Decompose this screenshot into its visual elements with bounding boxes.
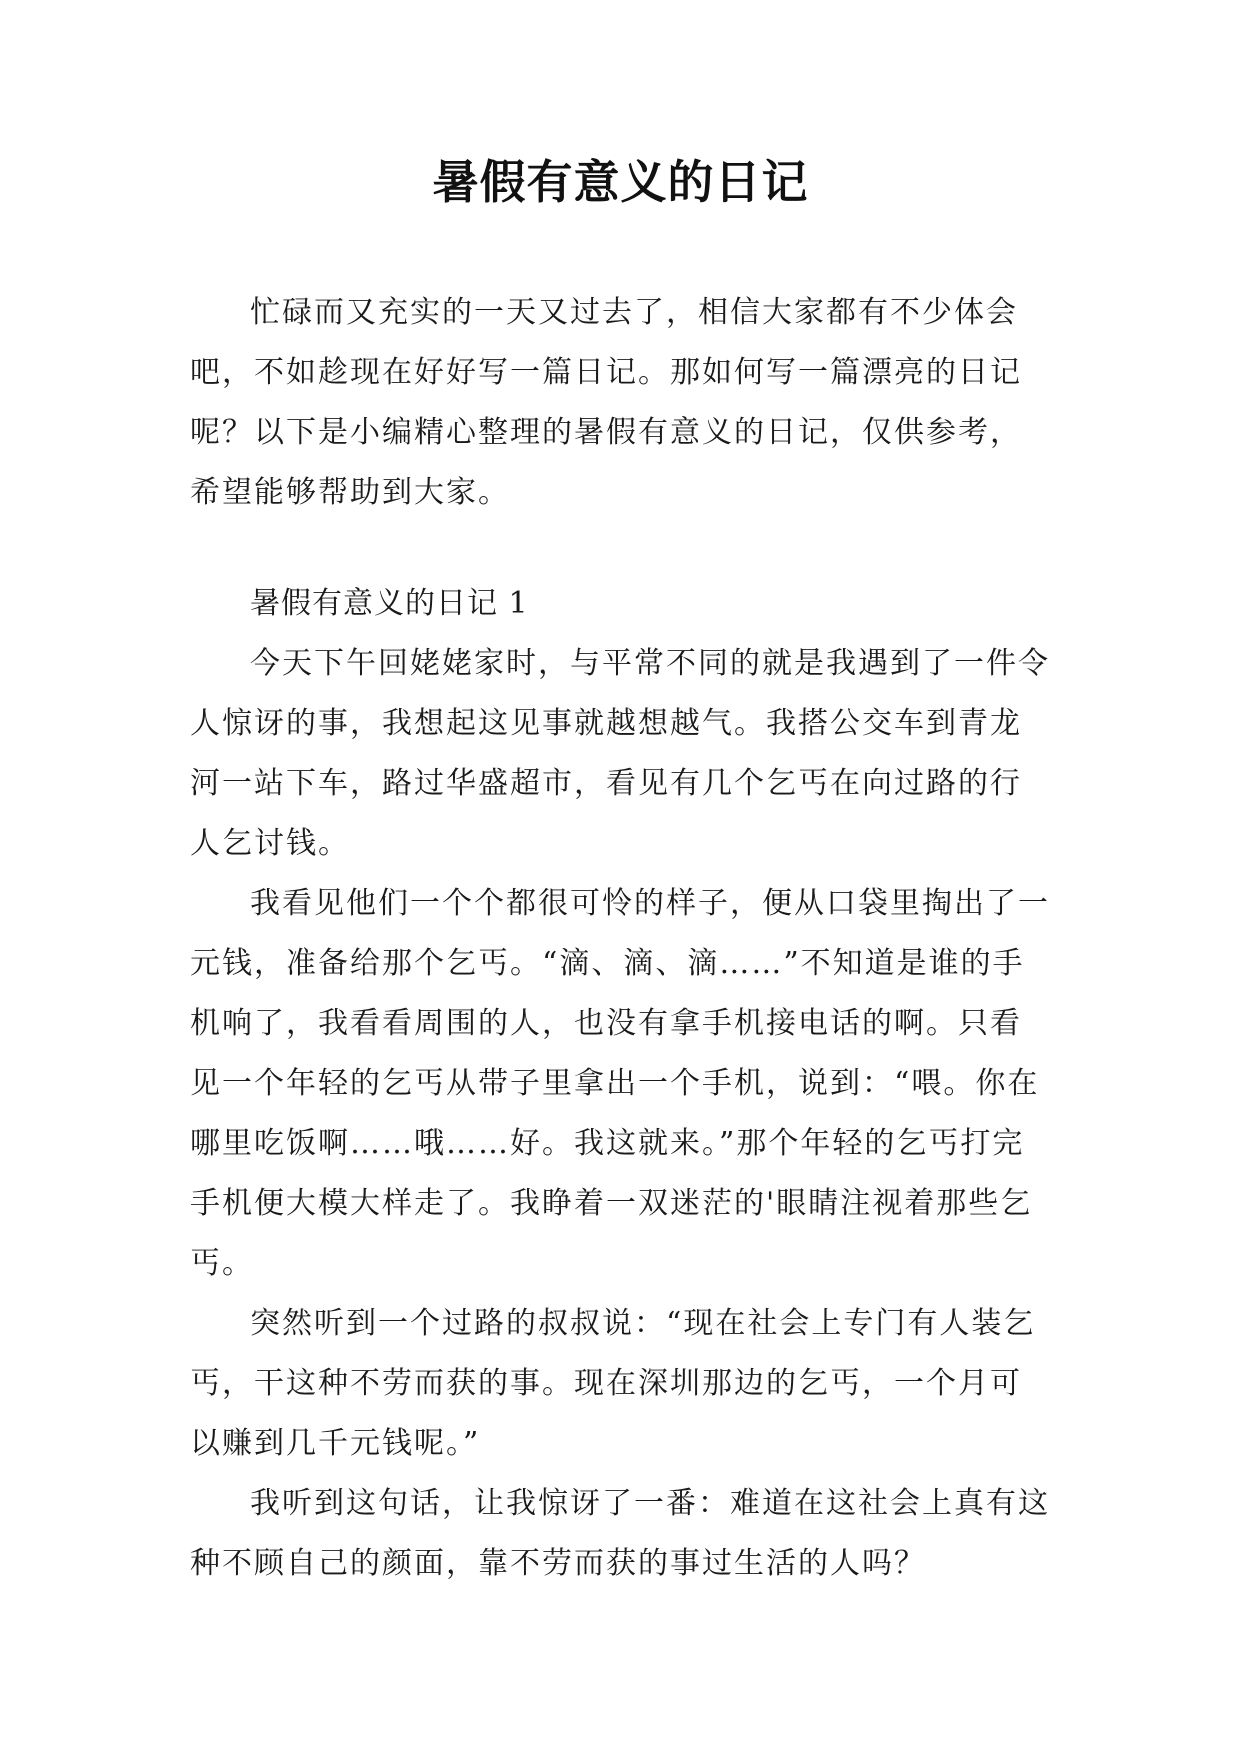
paragraph-1: 今天下午回姥姥家时，与平常不同的就是我遇到了一件令人惊讶的事，我想起这见事就越想越气。我搭公交车到青龙河一站下车，路过华盛超市，看见有几个乞丐在向过路的行人乞讨钱。 xyxy=(190,646,1050,861)
paragraph-3: 突然听到一个过路的叔叔说：“现在社会上专门有人装乞丐，干这种不劳而获的事。现在深圳那边的乞丐，一个月可以赚到几千元钱呢。” xyxy=(190,1306,1036,1461)
paragraph-2: 我看见他们一个个都很可怜的样子，便从口袋里掏出了一元钱，准备给那个乞丐。“滴、滴、滴……”不知道是谁的手机响了，我看看周围的人，也没有拿手机接电话的啊。只看见一个年轻的乞丐从带子里拿出一个手机，说到：“喂。你在哪里吃饭啊……哦……好。我这就来。”那个年轻的乞丐打完手机便大模大样走了。我睁着一双迷茫的'眼睛注视着那些乞丐。 xyxy=(190,886,1050,1281)
intro-paragraph: 忙碌而又充实的一天又过去了，相信大家都有不少体会吧，不如趁现在好好写一篇日记。那如何写一篇漂亮的日记呢？以下是小编精心整理的暑假有意义的日记，仅供参考，希望能够帮助到大家。 xyxy=(190,295,1022,510)
document-title: 暑假有意义的日记 xyxy=(432,155,809,209)
diary-section-1 xyxy=(190,574,1053,1594)
intro-block xyxy=(190,283,1053,523)
section-heading: 暑假有意义的日记 1 xyxy=(250,586,529,621)
paragraph-4: 我听到这句话，让我惊讶了一番：难道在这社会上真有这种不顾自己的颜面，靠不劳而获的事过生活的人吗？ xyxy=(190,1486,1050,1581)
